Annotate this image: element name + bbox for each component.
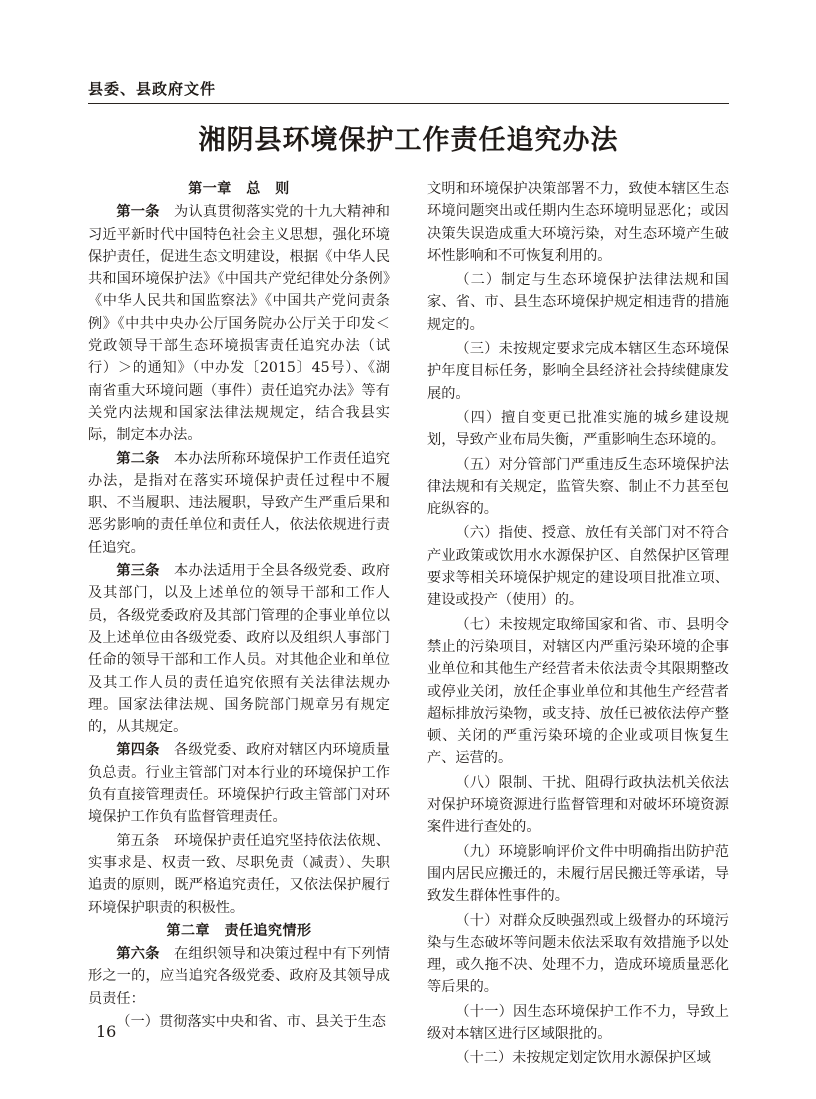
list-item-11: （十一）因生态环境保护工作不力，导致上级对本辖区进行区域限批的。 [427, 1003, 729, 1042]
article-text: 为认真贯彻落实党的十九大精神和习近平新时代中国特色社会主义思想，强化环境保护责任，促进生态文明建设，根据《中华人民共和国环境保护法》《中国共产党纪律处分条例》《中华人民共和国监察法》《中国共产党问责条例》《中共中央办公厅国务院办公厅关于印发＜党政领导干部生态环境损害责任追究办法（试行）＞的通知》（中办发〔2015〕45号）、《湖南省重大环境问题（事件）责任追究办法》等有关党内法规和国家法律法规规定，结合我县实际，制定本办法。 [88, 204, 390, 444]
list-item-3: （三）未按规定要求完成本辖区生态环境保护年度目标任务，影响全县经济社会持续健康发展的。 [427, 341, 729, 402]
list-item-4: （四）擅自变更已批准实施的城乡建设规划，导致产业布局失衡，严重影响生态环境的。 [427, 409, 729, 449]
article-text: 本办法适用于全县各级党委、政府及其部门，以及上述单位的领导干部和工作人员，各级党委政府及其部门管理的企事业单位以及上述单位由各级党委、政府以及组织人事部门任命的领导干部和工作人员。对其他企业和单位及其工作人员的责任追究依照有关法律法规办理。国家法律法规、国务院部门规章另有规定的，从其规定。 [88, 563, 390, 736]
article-1 [88, 201, 390, 446]
article-3 [88, 560, 390, 738]
article-label: 第四条 [116, 742, 160, 759]
article-6 [88, 943, 390, 1010]
list-item-12: （十二）未按规定划定饮用水源保护区域 [455, 1050, 711, 1067]
list-item-9: （九）环境影响评价文件中明确指出防护范围内居民应搬迁的，未履行居民搬迁等承诺，导致发生群体性事件的。 [427, 843, 729, 905]
list-item-2: （二）制定与生态环境保护法律法规和国家、省、市、县生态环境保护规定相违背的措施规定的。 [427, 272, 729, 333]
left-column [88, 178, 390, 1034]
document-title: 湘阴县环境保护工作责任追究办法 [198, 125, 619, 156]
header-divider [88, 103, 729, 104]
article-2 [88, 448, 390, 559]
article-label: 第二条 [116, 450, 160, 467]
list-item-7: （七）未按规定取缔国家和省、市、县明令禁止的污染项目，对辖区内严重污染环境的企事业单位和其他生产经营者未依法责令其限期整改或停业关闭，放任企事业单位和其他生产经营者超标排放污染物，或支持、放任已被依法停产整顿、关闭的严重污染环境的企业或项目恢复生产、运营的。 [427, 616, 729, 767]
list-item-1-continued: 文明和环境保护决策部署不力，致使本辖区生态环境问题突出或任期内生态环境明显恶化；或因决策失误造成重大环境污染，对生态环境产生破坏性影响和不可恢复利用的。 [427, 181, 729, 264]
article-text: 各级党委、政府对辖区内环境质量负总责。行业主管部门对本行业的环境保护工作负有直接管理责任。环境保护行政主管部门对环境保护工作负有监督管理责任。 [88, 742, 390, 826]
list-item-1: （一）贯彻落实中央和省、市、县关于生态 [116, 1013, 386, 1030]
article-text: 本办法所称环境保护工作责任追究办法，是指对在落实环境保护责任过程中不履职、不当履职、违法履职，导致产生严重后果和恶劣影响的责任单位和责任人，依法依规进行责任追究。 [88, 450, 390, 556]
chapter-heading-2: 第二章 责任追究情形 [166, 922, 312, 939]
list-item-10: （十）对群众反映强烈或上级督办的环境污染与生态破坏等问题未依法采取有效措施予以处理，或久拖不决、处理不力，造成环境质量恶化等后果的。 [427, 912, 729, 996]
article-label: 第六条 [116, 946, 160, 963]
section-header: 县委、县政府文件 [88, 80, 217, 98]
article-label: 第一条 [116, 204, 160, 221]
article-label: 第三条 [116, 563, 160, 580]
list-item-8: （八）限制、干扰、阻碍行政执法机关依法对保护环境资源进行监督管理和对破坏环境资源案件进行查处的。 [427, 774, 729, 836]
right-column [427, 178, 729, 1072]
list-item-6: （六）指使、授意、放任有关部门对不符合产业政策或饮用水水源保护区、自然保护区管理要求等相关环境保护规定的建设项目批准立项、建设或投产（使用）的。 [427, 525, 729, 609]
chapter-heading-1: 第一章 总 则 [188, 181, 290, 197]
article-5: 第五条 环境保护责任追究坚持依法依规、实事求是、权责一致、尽职免责（减责）、失职追责的原则，既严格追究责任，又依法保护履行环境保护职责的积极性。 [88, 832, 390, 916]
list-item-5: （五）对分管部门严重违反生态环境保护法律法规和有关规定，监管失察、制止不力甚至包庇纵容的。 [427, 456, 729, 518]
article-text: 在组织领导和决策过程中有下列情形之一的，应当追究各级党委、政府及其领导成员责任： [88, 946, 390, 1007]
page-number: 16 [96, 1022, 117, 1041]
article-4 [88, 739, 390, 828]
